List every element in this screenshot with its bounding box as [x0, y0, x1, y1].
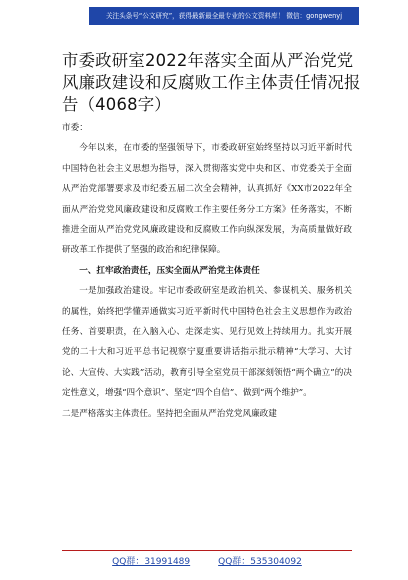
footer	[62, 550, 352, 571]
document-title: 市委政研室2022年落实全面从严治党党风廉政建设和反腐败工作主体责任情况报告（4068字）	[62, 51, 361, 114]
paragraph: 今年以来，在市委的坚强领导下，市委政研室始终坚持以习近平新时代中国特色社会主义思想为指导，深入贯彻落实党中央和区、市党委关于全面从严治党部署要求及市纪委五届二次全会精神，认真抓好《XX市2022年全面从严治党党风廉政建设和反腐败工作主要任务分工方案》任务落实，不断推进全面从严治党党风廉政建设和反腐败工作向纵深发展，为高质量做好政研改革工作提供了坚强的政治和纪律保障。	[62, 143, 352, 256]
salutation: 市委：	[62, 123, 88, 133]
top-banner: 关注头条号“公文研究”，获得最新最全最专业的公文资料库！ 微信：gongwenyj	[89, 7, 359, 25]
paragraph: 二是严格落实主体责任。坚持把全面从严治党党风廉政建	[62, 408, 277, 419]
paragraph: 一是加强政治建设。牢记市委政研室是政治机关、参谋机关、服务机关的属性，始终把学懂弄通做实习近平新时代中国特色社会主义思想作为政治任务、首要职责，在入脑入心、走深走实、见行见效上持续用力。扎实开展党的二十大和习近平总书记视察宁夏重要讲话指示批示精神“大学习、大讨论、大宣传、大实践”活动，教育引导全室党员干部深刻领悟“两个确立”的决定性意义，增强“四个意识”、坚定“四个自信”、做到“两个维护”。	[62, 286, 352, 399]
qq-group-2[interactable]: QQ群：535304092	[218, 557, 302, 567]
qq-group-1[interactable]: QQ群：31991489	[112, 557, 191, 567]
document-body	[62, 118, 352, 424]
section-heading: 一、扛牢政治责任，压实全面从严治党主体责任	[79, 265, 260, 276]
